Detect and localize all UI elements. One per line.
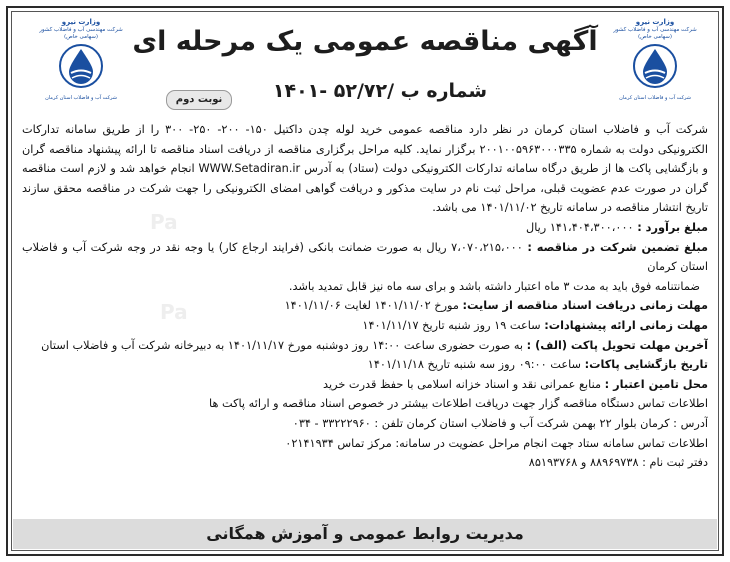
- guarantee-value: ۷،۰۷۰،۲۱۵،۰۰۰ ریال به صورت ضمانت بانکی (فرایند ارجاع کار) یا وجه نقد در وجه شرکت آب و فاضلاب استان کرمان: [22, 240, 708, 274]
- estimate-line: [22, 218, 708, 238]
- logo-caption: شرکت آب و فاضلاب استان کرمان: [45, 95, 117, 101]
- funding-value: منابع عمرانی نقد و اسناد خزانه اسلامی با حفظ قدرت خرید: [323, 377, 602, 391]
- logo-right: [610, 18, 700, 110]
- guarantee-label: مبلغ تضمین شرکت در مناقصه :: [527, 240, 708, 254]
- intro-paragraph: شرکت آب و فاضلاب استان کرمان در نظر دارد مناقصه عمومی خرید لوله چدن داکتیل ۱۵۰- ۲۰۰- ۲۵۰- ۳۰۰ را از طریق سامانه تدارکات الکترونیکی دولت به شماره ۲۰۰۱۰۰۵۹۶۳۰۰۰۳۳۵ برگزار نماید. کلیه مراحل برگزاری مناقصه از دریافت اسناد مناقصه تا ارائه پیشنهاد مناقصه گران و بازگشایی پاکت ها از طریق درگاه سامانه تدارکات الکترونیکی دولت (ستاد) به آدرس WWW.Setadiran.ir انجام خواهد شد و لازم است مناقصه گران در صورت عدم عضویت قبلی، مراحل ثبت نام در سایت مذکور و دریافت گواهی امضای الکترونیکی را جهت شرکت در مناقصه محقق سازند تاریخ انتشار مناقصه در سامانه تاریخ ۱۴۰۱/۱۱/۰۲ می باشد.: [22, 123, 708, 215]
- funding-line: [22, 375, 708, 395]
- packet-deadline-line: [22, 336, 708, 356]
- packet-deadline-value: به صورت حضوری ساعت ۱۴:۰۰ روز دوشنبه مورخ ۱۴۰۱/۱۱/۱۷ به دبیرخانه شرکت آب و فاضلاب استان: [41, 338, 524, 352]
- logo-left: [36, 18, 126, 110]
- guarantee-note: ضمانتنامه فوق باید به مدت ۳ ماه اعتبار داشته باشد و برای سه ماه نیز قابل تمدید باشد.: [288, 279, 700, 293]
- guarantee-line: [22, 238, 708, 277]
- docs-deadline-label: مهلت زمانی دریافت اسناد مناقصه از سایت:: [462, 299, 708, 313]
- logo-ministry: وزارت نیرو: [61, 18, 101, 26]
- footer-department: مدیریت روابط عمومی و آموزش همگانی: [13, 519, 717, 549]
- estimate-label: مبلغ برآورد :: [637, 220, 708, 234]
- logo-ministry: وزارت نیرو: [635, 18, 675, 26]
- contact-info: اطلاعات تماس دستگاه مناقصه گزار جهت دریافت اطلاعات بیشتر در خصوص اسناد مناقصه و ارائه پاکت ها: [209, 397, 708, 411]
- notice-title: آگهی مناقصه عمومی یک مرحله ای: [132, 26, 598, 57]
- opening-line: [22, 355, 708, 375]
- packet-deadline-label: آخرین مهلت تحویل پاکت (الف) :: [526, 338, 708, 352]
- offer-deadline-line: [22, 316, 708, 336]
- notice-body: [22, 120, 708, 515]
- estimate-value: ۱۴۱،۴۰۴،۳۰۰،۰۰۰ ریال: [526, 220, 634, 234]
- logo-company: شرکت مهندسی آب و فاضلاب کشور: [39, 27, 123, 33]
- logo-company: شرکت مهندسی آب و فاضلاب کشور: [613, 27, 697, 33]
- funding-label: محل تامین اعتبار :: [604, 377, 708, 391]
- logo-company-sub: (سهامی خاص): [63, 34, 99, 40]
- docs-deadline-line: [22, 296, 708, 316]
- docs-deadline-value: مورخ ۱۴۰۱/۱۱/۰۲ لغایت ۱۴۰۱/۱۱/۰۶: [284, 299, 459, 313]
- round-badge: نوبت دوم: [166, 90, 232, 110]
- logo-company-sub: (سهامی خاص): [637, 34, 673, 40]
- setad-contact-line: اطلاعات تماس سامانه ستاد جهت انجام مراحل عضویت در سامانه: مرکز تماس ۰۲۱۴۱۹۳۴: [285, 436, 708, 450]
- watermark: Pa: [150, 210, 178, 234]
- offer-deadline-label: مهلت زمانی ارائه پیشنهادات:: [544, 318, 708, 332]
- opening-label: تاریخ بازگشایی پاکات:: [584, 358, 708, 372]
- logo-caption: شرکت آب و فاضلاب استان کرمان: [619, 95, 691, 101]
- registry-line: دفتر ثبت نام : ۸۸۹۶۹۷۳۸ و ۸۵۱۹۳۷۶۸: [528, 456, 708, 470]
- notice-number: شماره ب /۵۲/۷۲ -۱۴۰۱: [272, 80, 488, 102]
- water-drop-logo-icon: [58, 43, 104, 89]
- offer-deadline-value: ساعت ۱۹ روز شنبه تاریخ ۱۴۰۱/۱۱/۱۷: [362, 318, 541, 332]
- address-line: آدرس : کرمان بلوار ۲۲ بهمن شرکت آب و فاضلاب استان کرمان تلفن : ۳۳۲۲۲۹۶۰ - ۰۳۴: [292, 416, 708, 430]
- water-drop-logo-icon: [632, 43, 678, 89]
- watermark: Pa: [160, 300, 188, 324]
- opening-value: ساعت ۰۹:۰۰ روز سه شنبه تاریخ ۱۴۰۱/۱۱/۱۸: [367, 358, 582, 372]
